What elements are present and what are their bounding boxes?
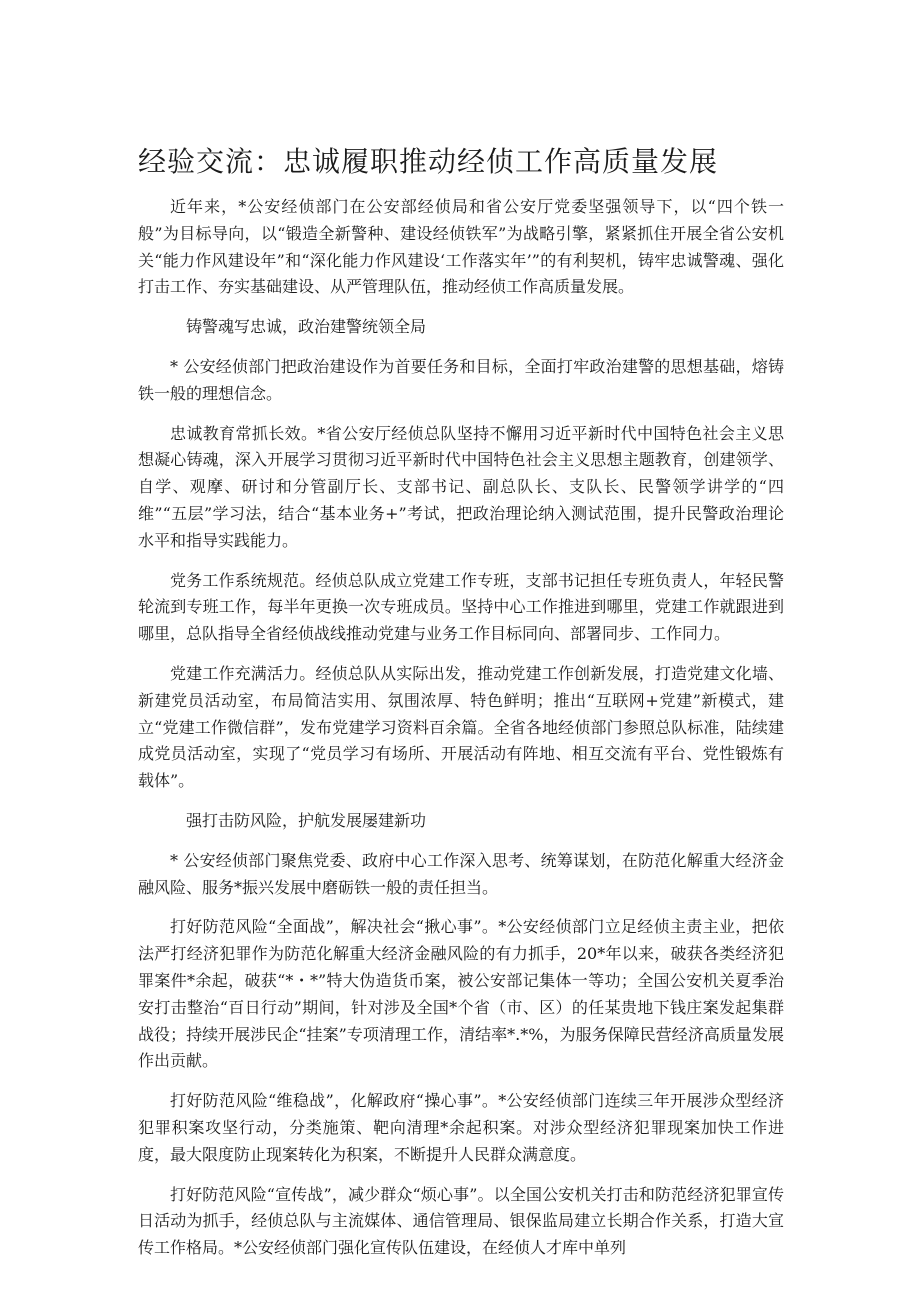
intro-paragraph: 近年来，*公安经侦部门在公安部经侦局和省公安厅党委坚强领导下，以“四个铁一般”为目标导向，以“锻造全新警种、建设经侦铁军”为战略引擎，紧紧抓住开展全省公安机关“能力作风建设年”和“深化能力作风建设‘工作落实年’”的有利契机，铸牢忠诚警魂、强化打击工作、夯实基础建设、从严管理队伍，推动经侦工作高质量发展。 (138, 197, 784, 297)
section-1-paragraph-3: 党建工作充满活力。经侦总队从实际出发，推动党建工作创新发展，打造党建文化墙、新建党员活动室，布局简洁实用、氛围浓厚、特色鲜明；推出“互联网+党建”新模式，建立“党建工作微信群”，发布党建学习资料百余篇。全省各地经侦部门参照总队标准，陆续建成党员活动室，实现了“党员学习有场所、开展活动有阵地、相互交流有平台、党性锻炼有载体”。 (138, 663, 784, 791)
section-2-paragraph-3: 打好防范风险“宣传战”，减少群众“烦心事”。以全国公安机关打击和防范经济犯罪宣传日活动为抓手，经侦总队与主流媒体、通信管理局、银保监局建立长期合作关系，打造大宣传工作格局。*公安经侦部门强化宣传队伍建设，在经侦人才库中单列 (138, 1184, 784, 1258)
document-body (138, 194, 784, 1275)
section-1-paragraph-1: 忠诚教育常抓长效。*省公安厅经侦总队坚持不懈用习近平新时代中国特色社会主义思想凝心铸魂，深入开展学习贯彻习近平新时代中国特色社会主义思想主题教育，创建领学、自学、观摩、研讨和分管副厅长、支部书记、副总队长、支队长、民警领学讲学的“四维”“五层”学习法，结合“基本业务+”考试，把政治理论纳入测试范围，提升民警政治理论水平和指导实践能力。 (138, 423, 784, 550)
section-2-paragraph-1: 打好防范风险“全面战”，解决社会“揪心事”。*公安经侦部门立足经侦主责主业，把依法严打经济犯罪作为防范化解重大经济金融风险的有力抓手，20*年以来，破获各类经济犯罪案件*余起，破获“*・*”特大伪造货币案，被公安部记集体一等功；全国公安机关夏季治安打击整治“百日行动”期间，针对涉及全国*个省（市、区）的任某贵地下钱庄案发起集群战役；持续开展涉民企“挂案”专项清理工作，清结率*.*%，为服务保障民营经济高质量发展作出贡献。 (138, 917, 784, 1071)
section-heading-2: 强打击防风险，护航发展屡建新功 (186, 810, 427, 830)
section-1-paragraph-2: 党务工作系统规范。经侦总队成立党建工作专班，支部书记担任专班负责人，年轻民警轮流到专班工作，每半年更换一次专班成员。坚持中心工作推进到哪里，党建工作就跟进到哪里，总队指导全省经侦战线推动党建与业务工作目标同向、部署同步、工作同力。 (138, 570, 784, 644)
document-title: 经验交流：忠诚履职推动经侦工作高质量发展 (138, 145, 719, 178)
section-2-paragraph-2: 打好防范风险“维稳战”，化解政府“操心事”。*公安经侦部门连续三年开展涉众型经济犯罪积案攻坚行动，分类施策、靶向清理*余起积案。对涉众型经济犯罪现案加快工作进度，最大限度防止现案转化为积案，不断提升人民群众满意度。 (138, 1091, 784, 1164)
section-heading-1: 铸警魂写忠诚，政治建警统领全局 (186, 317, 427, 337)
section-1-lead: * 公安经侦部门把政治建设作为首要任务和目标，全面打牢政治建警的思想基础，熔铸铁一般的理想信念。 (138, 356, 784, 403)
section-2-lead: * 公安经侦部门聚焦党委、政府中心工作深入思考、统筹谋划，在防范化解重大经济金融风险、服务*振兴发展中磨砺铁一般的责任担当。 (138, 850, 784, 897)
